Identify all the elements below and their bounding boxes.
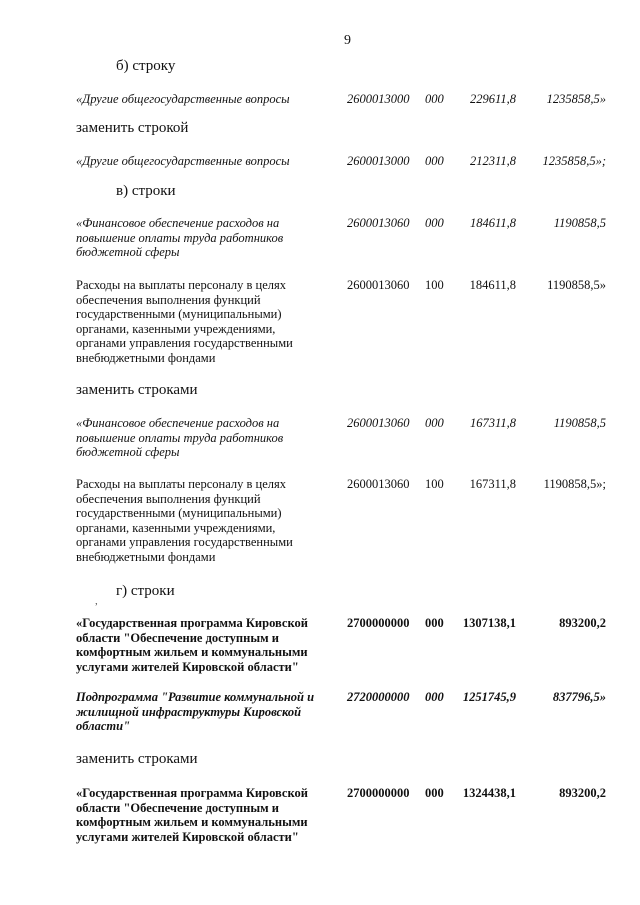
- row-name: Подпрограмма "Развитие коммунальной и жилищной инфраструктуры Кировской области": [76, 690, 315, 734]
- row-name: «Другие общегосударственные вопросы: [76, 154, 290, 168]
- section-heading-b-replace: заменить строкой: [76, 120, 189, 136]
- row-value-2: 1190858,5»;: [543, 477, 606, 491]
- row-type: 100: [425, 477, 444, 491]
- row-type: 000: [425, 616, 444, 630]
- row-value-1: 212311,8: [470, 154, 516, 168]
- section-heading-b: б) строку: [116, 58, 176, 74]
- row-name: «Финансовое обеспечение расходов на повышение оплаты труда работников бюджетной сферы: [76, 416, 284, 460]
- row-name: Расходы на выплаты персоналу в целях обеспечения выполнения функций государственными (муниципальными) органами, казенными учреждениями, органами управления государственными внебюджетными фондами: [76, 278, 293, 365]
- row-name: «Другие общегосударственные вопросы: [76, 92, 290, 106]
- row-value-1: 184611,8: [469, 278, 516, 292]
- row-value-1: 1307138,1: [462, 616, 516, 630]
- scan-mark: ,: [95, 595, 98, 607]
- row-value-1: 167311,8: [470, 416, 516, 430]
- row-value-1: 167311,8: [469, 477, 516, 491]
- row-code: 2600013060: [347, 477, 410, 491]
- section-heading-v-replace: заменить строками: [76, 382, 198, 398]
- row-value-2: 1190858,5: [553, 216, 606, 230]
- row-type: 000: [425, 416, 444, 430]
- row-name: «Государственная программа Кировской области "Обеспечение доступным и комфортным жильем и коммунальными услугами жителей Кировской области": [76, 616, 308, 674]
- row-type: 000: [425, 216, 444, 230]
- row-value-1: 1251745,9: [462, 690, 516, 704]
- row-type: 000: [425, 690, 444, 704]
- row-value-1: 1324438,1: [462, 786, 516, 800]
- row-code: 2700000000: [347, 616, 410, 630]
- page-number: 9: [344, 33, 351, 48]
- section-heading-v: в) строки: [116, 183, 176, 199]
- row-name: Расходы на выплаты персоналу в целях обеспечения выполнения функций государственными (муниципальными) органами, казенными учреждениями, органами управления государственными внебюджетными фондами: [76, 477, 293, 564]
- row-value-2: 1235858,5»: [546, 92, 606, 106]
- row-code: 2600013060: [347, 216, 410, 230]
- row-value-2: 1235858,5»;: [542, 154, 606, 168]
- row-value-1: 184611,8: [470, 216, 516, 230]
- row-type: 000: [425, 92, 444, 106]
- row-code: 2600013000: [347, 154, 410, 168]
- row-value-2: 893200,2: [559, 786, 606, 800]
- row-value-2: 837796,5»: [552, 690, 606, 704]
- row-value-2: 1190858,5: [553, 416, 606, 430]
- row-name: «Финансовое обеспечение расходов на повышение оплаты труда работников бюджетной сферы: [76, 216, 284, 260]
- row-type: 100: [425, 278, 444, 292]
- row-code: 2600013000: [347, 92, 410, 106]
- row-code: 2600013060: [347, 278, 410, 292]
- section-heading-g: г) строки: [116, 583, 175, 599]
- row-code: 2600013060: [347, 416, 410, 430]
- row-name: «Государственная программа Кировской области "Обеспечение доступным и комфортным жильем и коммунальными услугами жителей Кировской области": [76, 786, 308, 844]
- row-value-2: 893200,2: [559, 616, 606, 630]
- row-code: 2720000000: [347, 690, 410, 704]
- row-code: 2700000000: [347, 786, 410, 800]
- row-value-1: 229611,8: [470, 92, 516, 106]
- section-heading-g-replace: заменить строками: [76, 751, 198, 767]
- row-type: 000: [425, 154, 444, 168]
- row-value-2: 1190858,5»: [547, 278, 606, 292]
- row-type: 000: [425, 786, 444, 800]
